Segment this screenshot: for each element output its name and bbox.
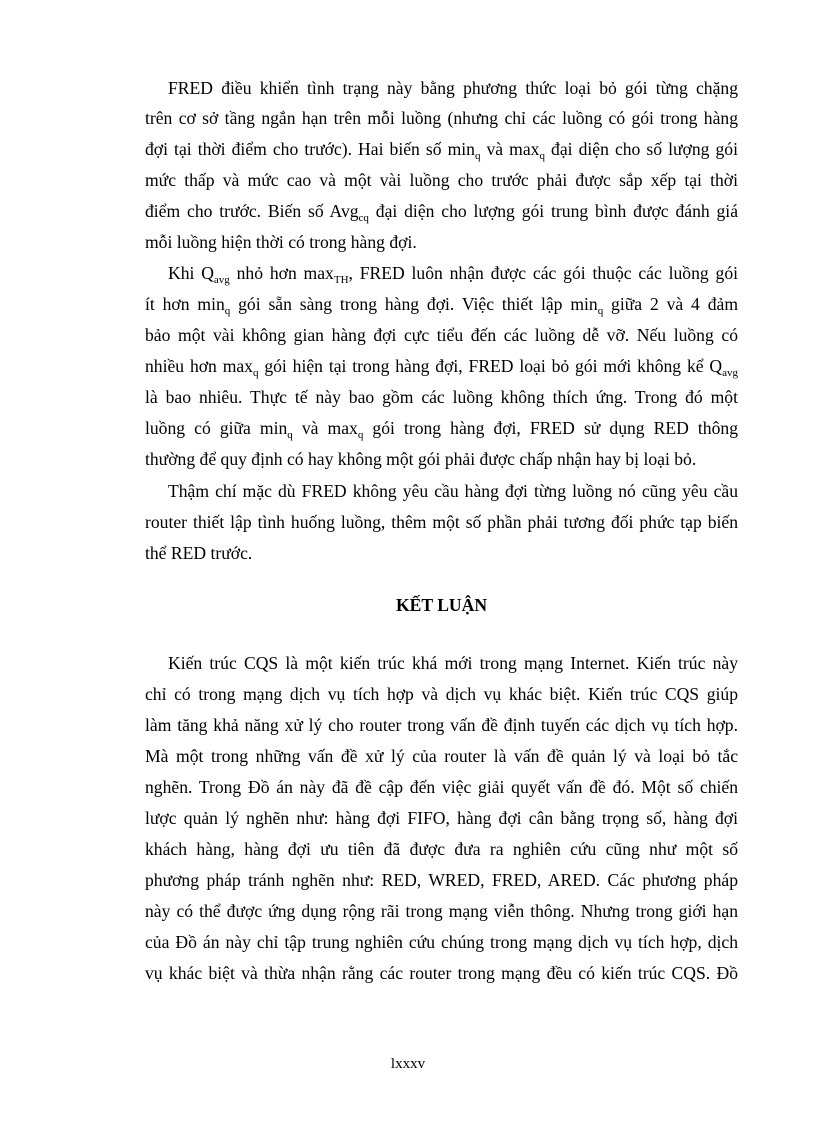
- text-line: mức thấp và mức cao và một vài luồng cho trước phải được sắp xếp tại thời: [145, 170, 738, 190]
- text-line: Thậm chí mặc dù FRED không yêu cầu hàng đợi từng luồng nó cũng yêu cầu: [168, 481, 738, 501]
- text-line: nghẽn. Trong Đồ án này đã đề cập đến việc giải quyết vấn đề đó. Một số chiến: [145, 777, 738, 797]
- text-line: lược quản lý nghẽn như: hàng đợi FIFO, hàng đợi cân bằng trọng số, hàng đợi: [145, 808, 738, 828]
- text-line: trên cơ sở tầng ngắn hạn trên mỗi luồng (nhưng chỉ các luồng có gói trong hàng: [145, 108, 738, 128]
- text-line: điểm cho trước. Biến số Avg$_{cq}$ đại diện cho lượng gói trung bình được đánh giá: [145, 201, 739, 224]
- text-line: chỉ có trong mạng dịch vụ tích hợp và dịch vụ khác biệt. Kiến trúc CQS giúp: [145, 684, 738, 704]
- text-line: mỗi luồng hiện thời có trong hàng đợi.: [145, 232, 417, 252]
- text-line: nhiều hơn $\max_q$ gói hiện tại trong hàng đợi, FRED loại bỏ gói mới không kể $Q_{avg}$: [145, 356, 738, 379]
- text-line: ít hơn $\min_q$ gói sẵn sàng trong hàng đợi. Việc thiết lập $\min_q$ giữa 2 và 4 đảm: [145, 294, 738, 317]
- text-line: làm tăng khả năng xử lý cho router trong vấn đề định tuyến các dịch vụ tích hợp.: [145, 715, 738, 735]
- text-line: khách hàng, hàng đợi ưu tiên đã được đưa ra nghiên cứu cũng như một số: [145, 839, 738, 859]
- text-line: này có thể được ứng dụng rộng rãi trong mạng viễn thông. Nhưng trong giới hạn: [145, 901, 738, 921]
- text-line: vụ khác biệt và thừa nhận rằng các router trong mạng đều có kiến trúc CQS. Đồ: [145, 963, 738, 983]
- text-line: Khi $Q_{avg}$ nhỏ hơn $\max_{TH}$, FRED luôn nhận được các gói thuộc các luồng gói: [168, 263, 738, 286]
- text-line: Kiến trúc CQS là một kiến trúc khá mới trong mạng Internet. Kiến trúc này: [168, 653, 738, 673]
- page-number: lxxxv: [390, 1056, 426, 1072]
- text-line: Mà một trong những vấn đề xử lý của router là vấn đề quản lý và loại bỏ tắc: [145, 746, 738, 766]
- text-line: FRED điều khiển tình trạng này bằng phương thức loại bỏ gói từng chặng: [168, 78, 738, 98]
- text-line: luồng có giữa $\min_q$ và $\max_q$ gói trong hàng đợi, FRED sử dụng RED thông: [145, 418, 738, 441]
- text-line: bảo một vài không gian hàng đợi cực tiểu đến các luồng dễ vỡ. Nếu luồng có: [145, 325, 738, 345]
- text-line: đợi tại thời điểm cho trước). Hai biến số $\min_q$ và $\max_q$ đại diện cho số lượng gói: [145, 139, 738, 162]
- section-heading: KẾT LUẬN: [395, 595, 488, 615]
- text-line: router thiết lập tình huống luồng, thêm một số phần phải tương đối phức tạp biến: [145, 512, 738, 532]
- text-line: là bao nhiêu. Thực tế này bao gồm các luồng không thích ứng. Trong đó một: [145, 387, 738, 407]
- text-line: của Đồ án này chỉ tập trung nghiên cứu chúng trong mạng dịch vụ tích hợp, dịch: [145, 932, 738, 952]
- text-line: thường để quy định có hay không một gói phải được chấp nhận hay bị loại bỏ.: [145, 449, 697, 469]
- text-line: thể RED trước.: [145, 543, 253, 563]
- text-line: phương pháp tránh nghẽn như: RED, WRED, FRED, ARED. Các phương pháp: [145, 870, 738, 890]
